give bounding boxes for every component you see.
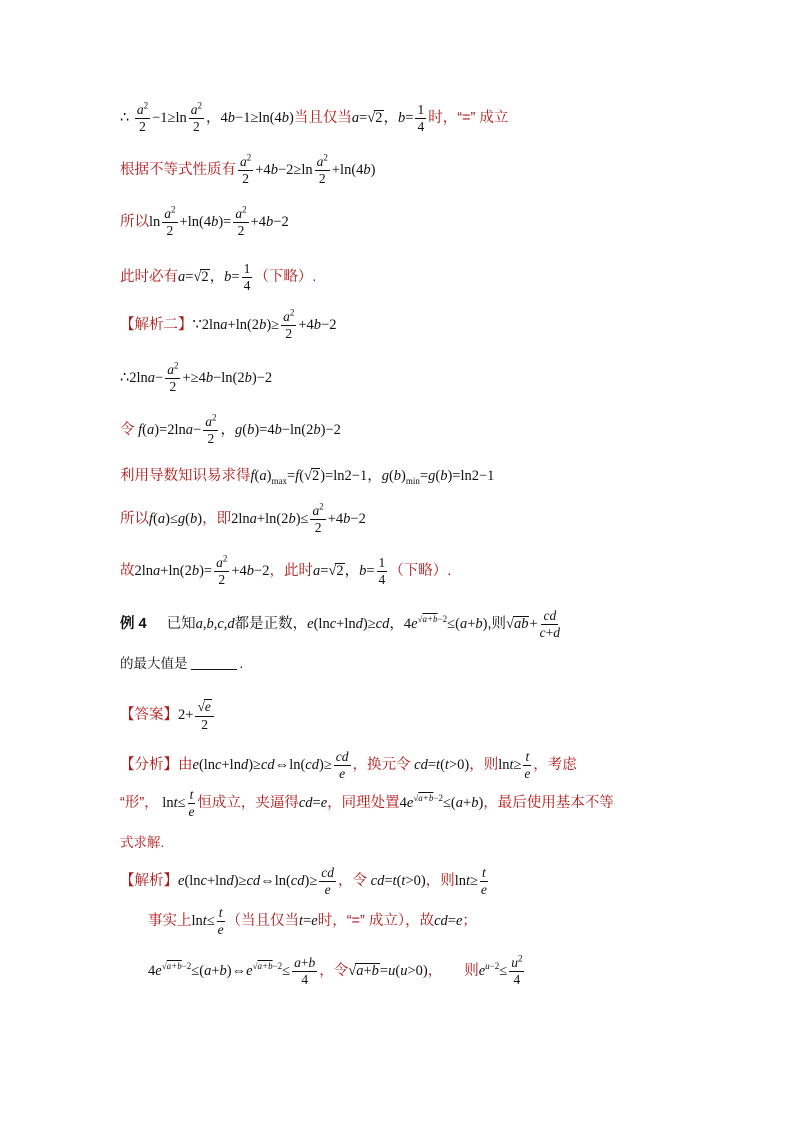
line-10-mid: ，此时	[269, 563, 313, 580]
analysis-text-b2: 恒成立，夹逼得	[197, 795, 299, 812]
line-8-extrema: 利用导数知识易求得 $f(a)_{max}=f(√2)=\ln 2-1$，$g(b)_{min}=g(b)=\ln 2-1$	[120, 468, 495, 486]
line-9-compare: 所以 f(a)≤g(b) ，即 2lna+ln(2b)≤ $\frac{a^2}{2}$ +4b−2	[120, 501, 366, 536]
line-2-property: 根据不等式性质有 $a^2$ 2 +4b−2≥ln $a^2$ 2 +ln(4b)	[120, 152, 376, 187]
line-1-inequality: ∴ $a^2$ 2 −1≥ln $a^2$ 2 ，4b−1≥ln(4b) 当且仅当 a=√2，b= $\frac{1}{4}$ 时，“=” 成立	[120, 100, 509, 135]
line-1-tail: 时，“=” 成立	[428, 110, 509, 127]
analysis-text-c1: 式求解.	[120, 835, 165, 850]
line-7-definitions: 令 f(a)=2lna− $\frac{a^2}{2}$ ，g(b)=4b−ln(2b)−2	[120, 412, 341, 447]
solution-text-s2: ，则	[425, 873, 455, 890]
line-9-mid: ，即	[202, 511, 232, 528]
analysis-text-a3: ，则	[469, 757, 499, 774]
solution-text-f2: （当且仅当	[226, 913, 300, 930]
solution-line-2: 事实上 lnt≤ $\frac{t}{e}$ （当且仅当 t=e 时，“=” 成立），故 cd=e ；	[148, 905, 477, 938]
analysis-text-a2: ，换元令	[352, 757, 411, 774]
answer-line: 【答案】 2+ $\frac{√e}{2}$	[120, 699, 216, 732]
line-4-conclusion: 此时必有 a=√2，b= $\frac{1}{4}$ （下略）.	[120, 261, 317, 294]
analysis-text-b4: ，最后使用基本不等	[483, 795, 614, 812]
line-10-prefix: 故	[120, 563, 135, 580]
example-4-text-3: ,则	[487, 616, 506, 633]
line-3-prefix: 所以	[120, 214, 149, 231]
solution-line-3: $4e^{√a+b-2}\le(a+b)\Leftrightarrow e^{√a+b-2}\le$ $\frac{a+b}{4}$ ，令 √a+b=u(u>0) ， 则 $e^{u-2}\le$ $\frac{u^2}{4}$	[148, 953, 523, 988]
solution-two-tag: 【解析二】	[120, 317, 193, 334]
line-4-tail: （下略）.	[254, 269, 317, 286]
line-7-prefix: 令	[120, 422, 135, 439]
solution-text-s1: ，令	[338, 873, 368, 890]
analysis-text-a1: 由	[178, 757, 193, 774]
line-6-inequality: ∴2lna− $\frac{a^2}{2}$ +≥4b−ln(2b)−2	[120, 360, 273, 395]
line-2-prefix: 根据不等式性质有	[120, 162, 236, 179]
analysis-line-1: 【分析】 由 e(lnc+lnd)≥cd⇔ln(cd)≥ $\frac{cd}{e}$ ，换元令 cd=t(t>0) ，则 lnt≥ $\frac{t}{e}$ ，考虑	[120, 749, 577, 782]
line-4-prefix: 此时必有	[120, 269, 178, 286]
solution-text-f4: ；	[462, 913, 477, 930]
example-4-vars: a,b,c,d	[195, 616, 235, 633]
example-4-line-2: 的最大值是	[120, 656, 188, 671]
line-10-tail: （下略）.	[389, 563, 452, 580]
example-4-text-1: 已知	[166, 616, 196, 633]
example-4-question: 的最大值是 .	[120, 656, 244, 671]
solution-text-g2: ，	[427, 963, 443, 980]
example-4-tag: 例 4	[120, 616, 147, 633]
line-3-equation: 所以 ln $a^2$ 2 +ln(4b)= $\frac{a^2}{2}$ +4b−2	[120, 204, 289, 239]
answer-blank	[191, 657, 237, 670]
analysis-line-3	[120, 836, 164, 850]
solution-line-1: 【解析】 e(lnc+lnd)≥cd⇔ln(cd)≥ $\frac{cd}{e}$ ，令 cd=t(t>0) ，则 lnt≥ $\frac{t}{e}$	[120, 865, 487, 898]
solution-two-heading: 【解析二】 ∵2lna+ln(2b)≥ $\frac{a^2}{2}$ +4b−2	[120, 307, 337, 342]
solution-tag: 【解析】	[120, 873, 178, 890]
example-4-text-2: 都是正数，	[234, 616, 308, 633]
line-10-result: 故 2lna+ln(2b)= $\frac{a^2}{2}$ +4b−2 ，此时 a=√2，b= $\frac{1}{4}$ （下略）.	[120, 553, 452, 588]
analysis-text-a4: ，考虑	[533, 757, 577, 774]
line-9-prefix: 所以	[120, 511, 149, 528]
solution-text-f1: 事实上	[148, 913, 192, 930]
example-4-statement: 例 4 已知 a,b,c,d 都是正数， e(lnc+lnd)≥cd，$4e^{√a+b-2}\le(a+b)$ ,则 √ab+ $\frac{cd}{c+d}$	[120, 608, 561, 641]
answer-tag: 【答案】	[120, 707, 178, 724]
analysis-text-b1: “形”，	[120, 795, 159, 812]
analysis-text-b3: ，同理处置	[327, 795, 400, 812]
analysis-line-2: “形”， lnt≤ $\frac{t}{e}$ 恒成立，夹逼得 cd=e ，同理处置 $4e^{√a+b-2}\le(a+b)$ ，最后使用基本不等	[120, 787, 614, 820]
solution-text-g3: 则	[464, 963, 479, 980]
solution-text-f3: 时，“=” 成立），故	[317, 913, 435, 930]
analysis-tag: 【分析】	[120, 757, 178, 774]
solution-text-g1: ，令	[319, 963, 349, 980]
line-8-prefix: 利用导数知识易求得	[120, 468, 251, 485]
